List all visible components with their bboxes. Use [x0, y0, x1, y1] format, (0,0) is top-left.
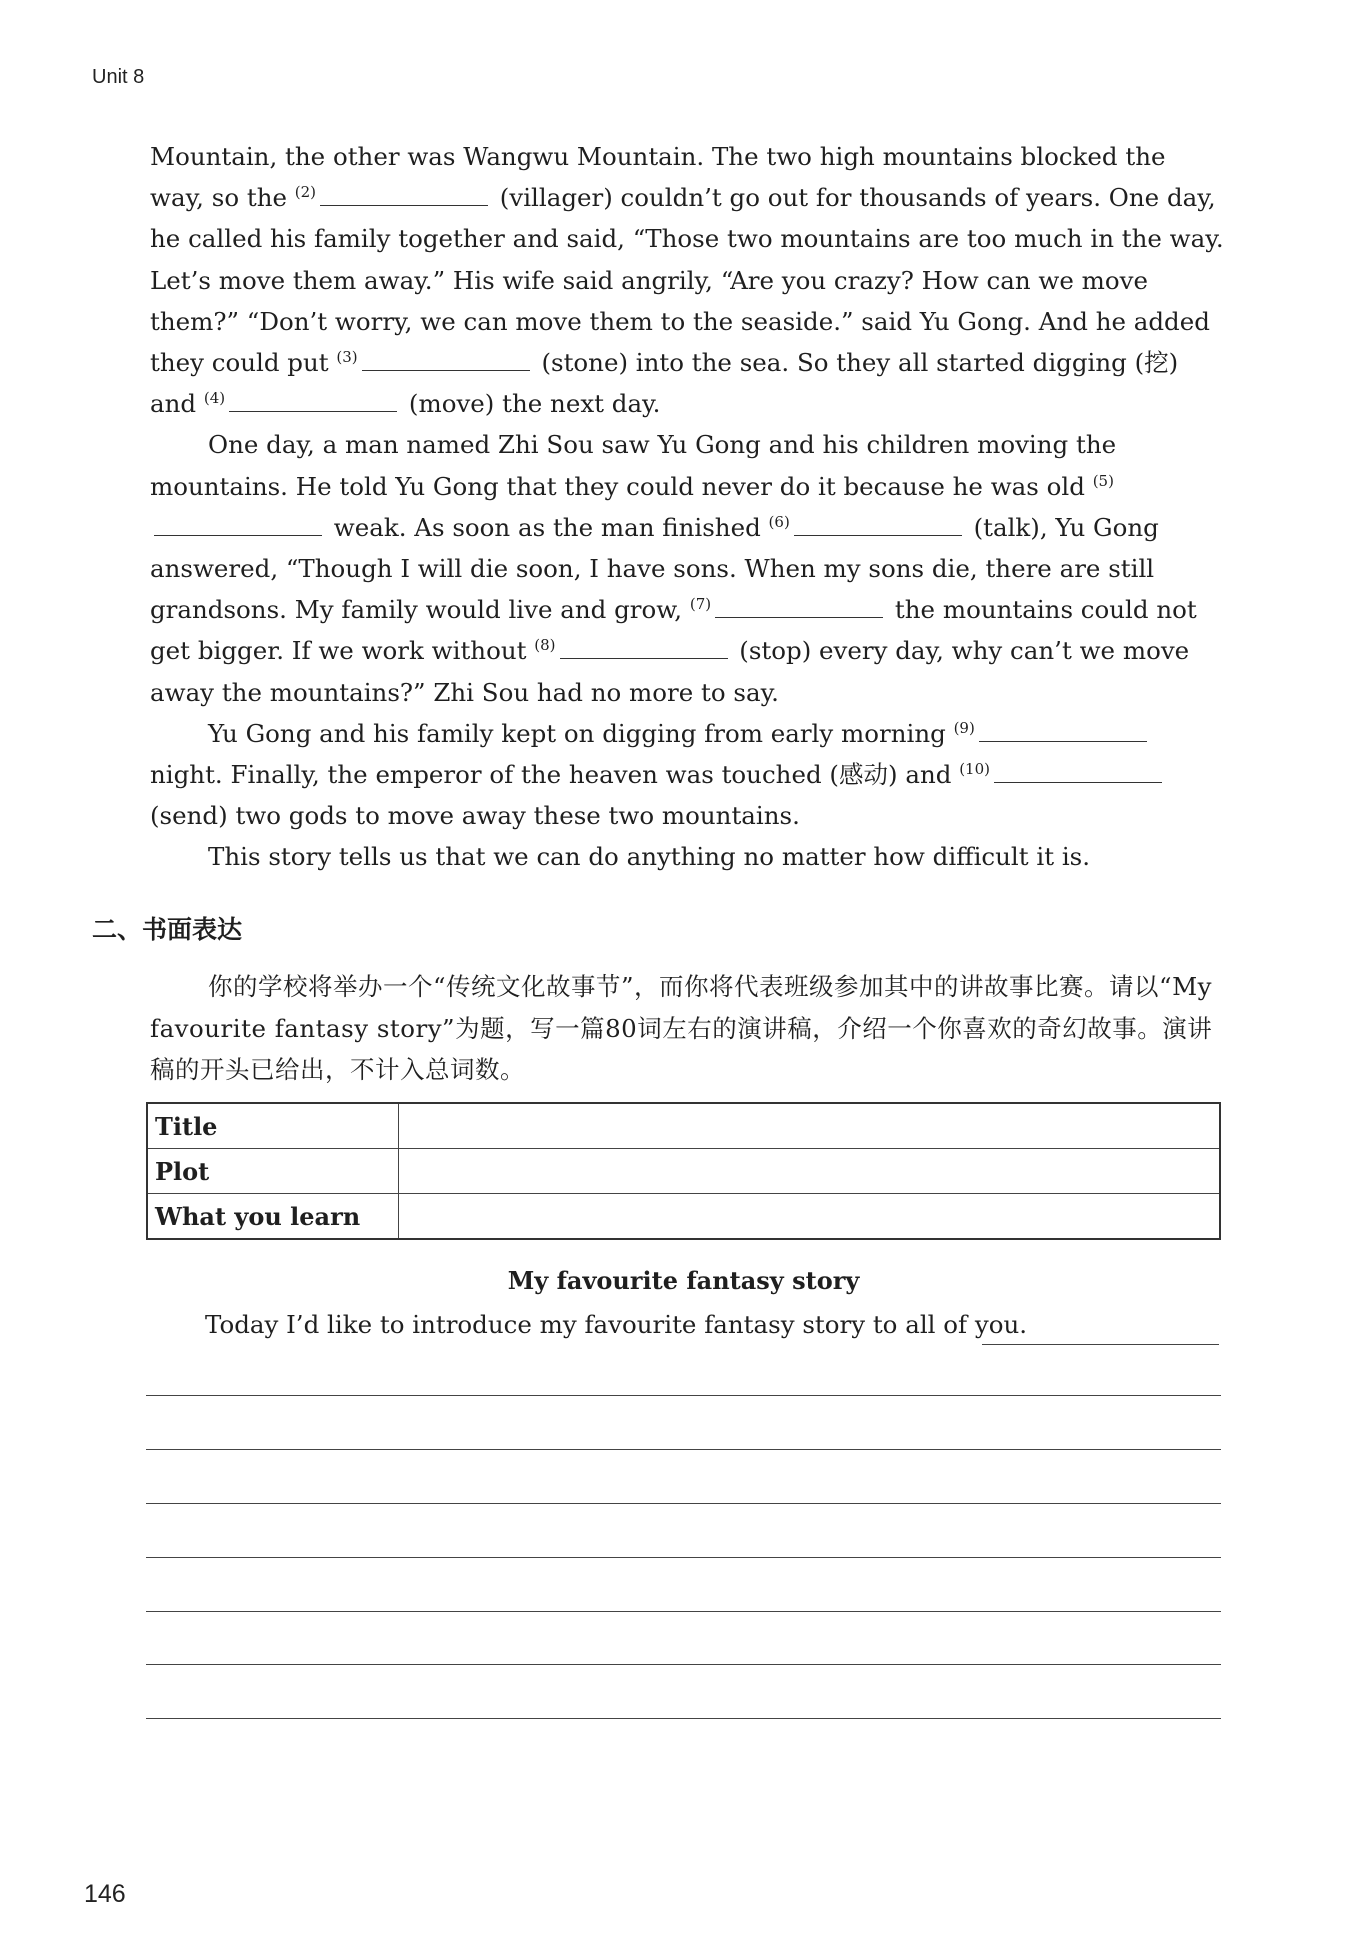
writing-line[interactable]: [146, 1449, 1221, 1450]
writing-line[interactable]: [146, 1395, 1221, 1396]
text: (stop) every day, why can’t we move away the mountains?” Zhi Sou had no more to say.: [150, 636, 1190, 707]
row-label-learn: What you learn: [147, 1194, 399, 1240]
writing-line[interactable]: [146, 1557, 1221, 1558]
answer-blank-3[interactable]: [362, 346, 530, 371]
essay-intro: Today I’d like to introduce my favourite fantasy story to all of you.: [205, 1310, 1028, 1339]
answer-blank-5[interactable]: [154, 511, 322, 536]
text: (talk), Yu Gong answered, “Though I will die soon, I have sons. When my sons die, there are still grandsons. My family would live and grow,: [150, 512, 1159, 625]
writing-line[interactable]: [146, 1611, 1221, 1612]
paragraph-3: [150, 713, 1225, 837]
blank-number: (9): [953, 718, 975, 737]
blank-number: (5): [1092, 471, 1114, 490]
blank-number: (8): [534, 636, 556, 655]
paragraph-2: [150, 424, 1225, 712]
answer-blank-7[interactable]: [715, 593, 883, 618]
text: weak. As soon as the man finished: [326, 512, 769, 542]
reading-passage: [150, 136, 1225, 878]
answer-blank-2[interactable]: [320, 181, 488, 206]
page-number: 146: [84, 1880, 126, 1908]
blank-number: (7): [689, 595, 712, 614]
table-row: [147, 1149, 1220, 1194]
text: Yu Gong and his family kept on digging from early morning: [208, 718, 954, 748]
text: (send) two gods to move away these two mountains.: [150, 801, 800, 831]
row-label-title: Title: [147, 1103, 399, 1149]
writing-instructions: 你的学校将举办一个“传统文化故事节”，而你将代表班级参加其中的讲故事比赛。请以“My favourite fantasy story”为题，写一篇80词左右的演讲稿，介绍一个你喜欢的奇幻故事。演讲稿的开头已给出，不计入总词数。: [150, 972, 1213, 1084]
plot-cell[interactable]: [399, 1149, 1221, 1194]
writing-line[interactable]: [982, 1344, 1219, 1345]
table-row: [147, 1103, 1220, 1149]
title-cell[interactable]: [399, 1103, 1221, 1149]
answer-blank-10[interactable]: [994, 758, 1162, 783]
writing-line[interactable]: [146, 1718, 1221, 1719]
blank-number: (10): [959, 759, 990, 778]
answer-blank-8[interactable]: [560, 634, 728, 659]
paragraph-1: [150, 136, 1225, 424]
learn-cell[interactable]: [399, 1194, 1221, 1240]
text: (stone) into the sea. So they all started digging (挖) and: [150, 348, 1179, 419]
answer-blank-6[interactable]: [794, 511, 962, 536]
text: the mountains could not get bigger. If we work without: [150, 595, 1197, 666]
text: (villager) couldn’t go out for thousands of years. One day, he called his family together and said, “Those two mountains are too much in the way. Let’s move them away.” His wife said angrily, “Are you crazy? How can we move them?” “Don’t worry, we can move them to the seaside.” said Yu Gong. And he added they could put: [150, 183, 1224, 378]
essay-title: My favourite fantasy story: [507, 1266, 860, 1295]
writing-line[interactable]: [146, 1664, 1221, 1665]
answer-blank-9[interactable]: [979, 717, 1147, 742]
text: (move) the next day.: [401, 389, 661, 419]
table-row: [147, 1194, 1220, 1240]
section-title: 二、书面表达: [92, 915, 243, 944]
outline-table: [146, 1102, 1221, 1240]
blank-number: (2): [294, 183, 317, 202]
row-label-plot: Plot: [147, 1149, 399, 1194]
unit-label: Unit 8: [92, 66, 145, 88]
writing-line[interactable]: [146, 1503, 1221, 1504]
text: night. Finally, the emperor of the heaven was touched (感动) and: [150, 760, 960, 790]
text: One day, a man named Zhi Sou saw Yu Gong and his children moving the mountains. He told Yu Gong that they could never do it because he was old: [150, 430, 1117, 501]
answer-blank-4[interactable]: [229, 387, 397, 412]
paragraph-4: This story tells us that we can do anything no matter how difficult it is.: [208, 842, 1091, 872]
blank-number: (4): [203, 389, 226, 408]
blank-number: (3): [336, 347, 358, 366]
text: Mountain, the other was Wangwu Mountain. The two high mountains blocked the way, so the: [150, 142, 1166, 213]
blank-number: (6): [768, 512, 790, 531]
